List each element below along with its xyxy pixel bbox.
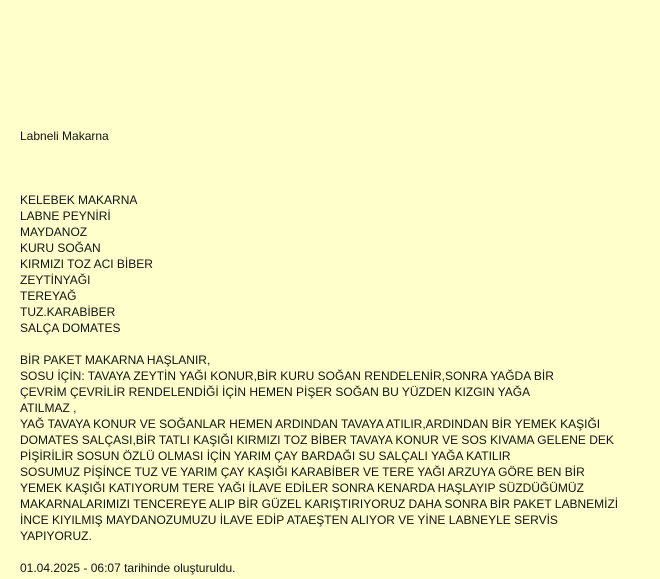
- instruction-line: YEMEK KAŞIĞI KATIYORUM TERE YAĞI İLAVE EDİLER SONRA KENARDA HAŞLAYIP SÜZDÜĞÜMÜZ: [20, 481, 584, 495]
- instruction-line: SOSU İÇİN: TAVAYA ZEYTİN YAĞI KONUR,BİR KURU SOĞAN RENDELENİR,SONRA YAĞDA BİR: [20, 369, 554, 383]
- recipe-title: Labneli Makarna: [20, 129, 109, 143]
- ingredient-item: KELEBEK MAKARNA: [20, 193, 138, 207]
- recipe-instructions: [20, 352, 618, 544]
- ingredient-item: TUZ.KARABİBER: [20, 305, 116, 319]
- instruction-line: BİR PAKET MAKARNA HAŞLANIR,: [20, 353, 211, 367]
- ingredient-item: ZEYTİNYAĞI: [20, 273, 91, 287]
- instruction-line: SOSUMUZ PİŞİNCE TUZ VE YARIM ÇAY KAŞIĞI KARABİBER VE TERE YAĞI ARZUYA GÖRE BEN BİR: [20, 465, 585, 479]
- instruction-line: YAPIYORUZ.: [20, 529, 92, 543]
- ingredient-item: SALÇA DOMATES: [20, 321, 121, 335]
- created-timestamp: 01.04.2025 - 06:07 tarihinde oluşturuldu.: [20, 561, 236, 575]
- instruction-line: PİŞİRİLİR SOSUN ÖZLÜ OLMASI İÇİN YARIM ÇAY BARDAĞI SU SALÇALI YAĞA KATILIR: [20, 449, 511, 463]
- ingredient-item: LABNE PEYNİRİ: [20, 209, 111, 223]
- ingredient-item: TEREYAĞ: [20, 289, 77, 303]
- ingredient-list: [20, 192, 153, 336]
- ingredient-item: MAYDANOZ: [20, 225, 88, 239]
- instruction-line: YAĞ TAVAYA KONUR VE SOĞANLAR HEMEN ARDINDAN TAVAYA ATILIR,ARDINDAN BİR YEMEK KAŞIĞI: [20, 417, 601, 431]
- ingredient-item: KIRMIZI TOZ ACI BİBER: [20, 257, 153, 271]
- instruction-line: ÇEVRİM ÇEVRİLİR RENDELENDİĞİ İÇİN HEMEN PİŞER SOĞAN BU YÜZDEN KIZGIN YAĞA: [20, 385, 531, 399]
- instruction-line: MAKARNALARIMIZI TENCEREYE ALIP BİR GÜZEL KARIŞTIRIYORUZ DAHA SONRA BİR PAKET LABNEMİZİ: [20, 497, 619, 511]
- ingredient-item: KURU SOĞAN: [20, 241, 101, 255]
- instruction-line: İNCE KIYILMIŞ MAYDANOZUMUZU İLAVE EDİP ATAEŞTEN ALIYOR VE YİNE LABNEYLE SERVİS: [20, 513, 558, 527]
- instruction-line: ATILMAZ ,: [20, 401, 77, 415]
- instruction-line: DOMATES SALÇASI,BİR TATLI KAŞIĞI KIRMIZI TOZ BİBER TAVAYA KONUR VE SOS KIVAMA GELENE DEK: [20, 433, 614, 447]
